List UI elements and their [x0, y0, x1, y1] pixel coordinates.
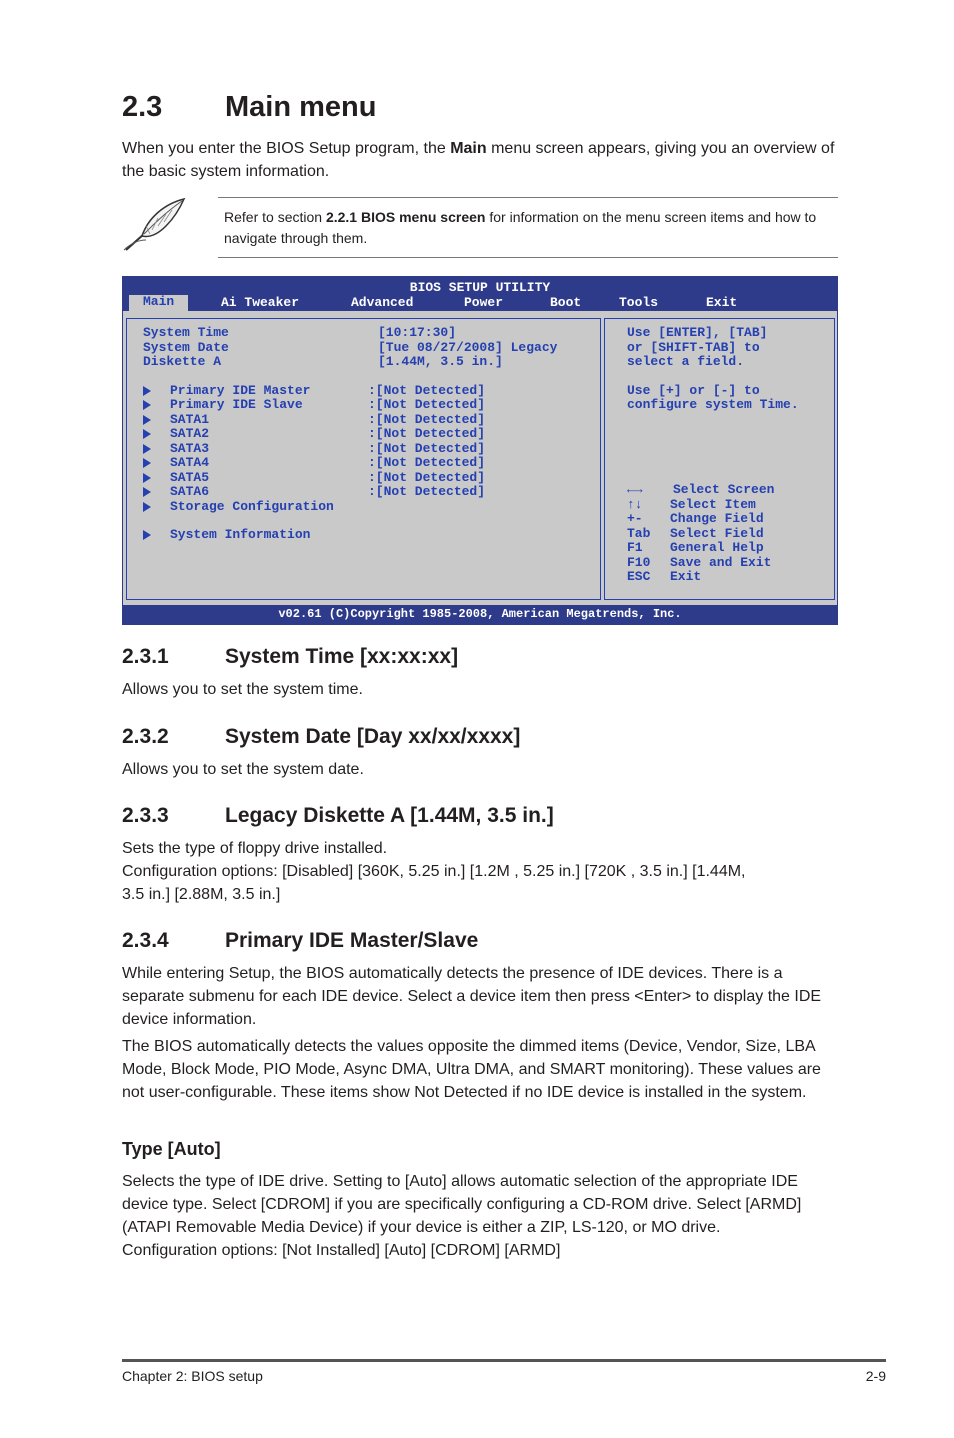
bios-value-system-date[interactable]: [Tue 08/27/2008] Legacy — [378, 340, 558, 355]
submenu-sata1[interactable]: SATA1 — [170, 412, 210, 427]
section-title: Main menu — [225, 91, 377, 123]
bios-tab-boot[interactable]: Boot — [550, 295, 582, 310]
intro-text: When you enter the BIOS Setup program, the — [122, 140, 451, 157]
submenu-sata3[interactable]: SATA3 — [170, 441, 210, 456]
ide-paragraph-2: The BIOS automatically detects the values opposite the dimmed items (Device, Vendor, Size, LBA Mode, Block Mode, PIO Mode, Async DMA, Ultra DMA, and SMART monitoring). These values are not user-configurable. These items show Not Detected if no IDE device is installed in the system. — [122, 1038, 821, 1101]
footer-chapter: Chapter 2: BIOS setup — [122, 1368, 263, 1384]
note-text — [224, 207, 834, 249]
key-f10: F10 — [627, 555, 651, 570]
key-up-down: ↑↓ — [627, 497, 643, 512]
section-number: 2.3 — [122, 91, 163, 123]
diskette-options: Configuration options: [Disabled] [360K, 5.25 in.] [1.2M , 5.25 in.] [720K , 3.5 in.] [1.44M, 3.5 in.] [2.88M, 3.5 in.] — [122, 863, 746, 903]
bios-menu-bar — [123, 277, 837, 311]
key-desc: General Help — [670, 540, 764, 555]
intro-text-end: menu screen appears, giving you an overview of the basic system information. — [122, 140, 835, 180]
section-number: 2.3.4 — [122, 929, 169, 952]
bios-tab-main[interactable]: Main — [129, 295, 188, 312]
help-line: or [SHIFT-TAB] to — [627, 340, 760, 355]
bios-tab-ai-tweaker[interactable]: Ai Tweaker — [221, 295, 300, 310]
heading-primary-ide — [122, 927, 478, 955]
key-desc: Save and Exit — [670, 555, 772, 570]
intro-paragraph — [122, 137, 842, 183]
key-desc: Select Field — [670, 526, 764, 541]
bios-title: BIOS SETUP UTILITY — [409, 280, 551, 295]
key-desc: Select Item — [670, 497, 756, 512]
note-text-start: Refer to section — [224, 209, 326, 225]
note-top-rule — [218, 197, 838, 198]
submenu-primary-ide-master[interactable]: Primary IDE Master — [170, 383, 311, 398]
submenu-sata6[interactable]: SATA6 — [170, 484, 210, 499]
submenu-arrow-icon — [143, 386, 151, 396]
footer-page-number: 2-9 — [865, 1368, 886, 1384]
submenu-sata5[interactable]: SATA5 — [170, 470, 210, 485]
submenu-value: :[Not Detected] — [368, 484, 486, 499]
submenu-sata2[interactable]: SATA2 — [170, 426, 210, 441]
submenu-value: :[Not Detected] — [368, 426, 486, 441]
submenu-system-information[interactable]: System Information — [170, 527, 311, 542]
submenu-arrow-icon — [143, 473, 151, 483]
submenu-value: :[Not Detected] — [368, 383, 486, 398]
bios-field-system-time[interactable]: System Time — [143, 325, 229, 340]
bios-tab-tools[interactable]: Tools — [619, 295, 659, 310]
submenu-arrow-icon — [143, 502, 151, 512]
bios-main-panel — [126, 318, 601, 600]
ide-paragraph-1: While entering Setup, the BIOS automatically detects the presence of IDE devices. There is a separate submenu for each IDE device. Select a device item then press <Enter> to display the IDE device information. — [122, 965, 822, 1028]
submenu-arrow-icon — [143, 415, 151, 425]
bios-copyright-bar: v02.61 (C)Copyright 1985-2008, American Megatrends, Inc. — [123, 605, 837, 624]
note-bold-ref: 2.2.1 BIOS menu screen — [325, 209, 486, 225]
section-title: Primary IDE Master/Slave — [225, 929, 479, 952]
submenu-value: :[Not Detected] — [368, 397, 486, 412]
submenu-arrow-icon — [143, 530, 151, 540]
bios-help-panel — [604, 318, 835, 600]
key-left-right: ←→ — [627, 482, 643, 497]
submenu-primary-ide-slave[interactable]: Primary IDE Slave — [170, 397, 303, 412]
section-title: System Time [xx:xx:xx] — [225, 645, 459, 668]
bios-tab-power[interactable]: Power — [464, 295, 504, 310]
submenu-arrow-icon — [143, 400, 151, 410]
help-line: configure system Time. — [627, 397, 799, 412]
note-text-end: for information on the menu screen items and how to navigate through them. — [224, 209, 817, 246]
submenu-arrow-icon — [143, 444, 151, 454]
bios-screenshot — [122, 276, 838, 625]
footer-rule — [122, 1359, 886, 1362]
section-number: 2.3.1 — [122, 645, 169, 668]
submenu-arrow-icon — [143, 458, 151, 468]
section-title: System Date [Day xx/xx/xxxx] — [225, 725, 521, 748]
submenu-sata4[interactable]: SATA4 — [170, 455, 210, 470]
system-date-description: Allows you to set the system date. — [122, 761, 364, 778]
bios-tab-advanced[interactable]: Advanced — [351, 295, 414, 310]
section-number: 2.3.2 — [122, 725, 169, 748]
intro-bold: Main — [450, 140, 487, 157]
bios-tab-exit[interactable]: Exit — [706, 295, 738, 310]
heading-legacy-diskette — [122, 802, 554, 830]
heading-system-date — [122, 723, 520, 751]
note-bottom-rule — [218, 257, 838, 258]
help-line: Use [ENTER], [TAB] — [627, 325, 768, 340]
submenu-arrow-icon — [143, 429, 151, 439]
bios-field-diskette-a[interactable]: Diskette A — [143, 354, 222, 369]
submenu-storage-configuration[interactable]: Storage Configuration — [170, 499, 334, 514]
feather-quill-icon — [122, 196, 188, 252]
section-title: Legacy Diskette A [1.44M, 3.5 in.] — [225, 804, 554, 827]
key-esc: ESC — [627, 569, 651, 584]
submenu-value: :[Not Detected] — [368, 455, 486, 470]
help-line: select a field. — [627, 354, 745, 369]
submenu-value: :[Not Detected] — [368, 470, 486, 485]
bios-field-system-date[interactable]: System Date — [143, 340, 229, 355]
key-desc: Change Field — [670, 511, 764, 526]
submenu-value: :[Not Detected] — [368, 441, 486, 456]
section-number: 2.3.3 — [122, 804, 169, 827]
key-tab: Tab — [627, 526, 651, 541]
heading-type-auto: Type [Auto] — [122, 1139, 221, 1159]
key-desc: Select Screen — [673, 482, 775, 497]
key-f1: F1 — [627, 540, 643, 555]
diskette-description: Sets the type of floppy drive installed. — [122, 840, 388, 857]
bios-value-system-time[interactable]: [10:17:30] — [378, 325, 457, 340]
key-plus-minus: +- — [627, 511, 643, 526]
help-line: Use [+] or [-] to — [627, 383, 760, 398]
system-time-description: Allows you to set the system time. — [122, 681, 363, 698]
heading-system-time — [122, 643, 458, 671]
key-desc: Exit — [670, 569, 702, 584]
type-auto-options: Configuration options: [Not Installed] [Auto] [CDROM] [ARMD] — [122, 1242, 561, 1259]
submenu-value: :[Not Detected] — [368, 412, 486, 427]
submenu-arrow-icon — [143, 487, 151, 497]
type-auto-description: Selects the type of IDE drive. Setting to [Auto] allows automatic selection of the appropriate IDE device type. Select [CDROM] if you are specifically configuring a CD-ROM drive. Select [ARMD] (ATAPI Removable Media Device) if your device is either a ZIP, LS-120, or MO drive. — [122, 1173, 802, 1236]
bios-value-diskette-a[interactable]: [1.44M, 3.5 in.] — [378, 354, 503, 369]
page-title — [122, 86, 376, 128]
